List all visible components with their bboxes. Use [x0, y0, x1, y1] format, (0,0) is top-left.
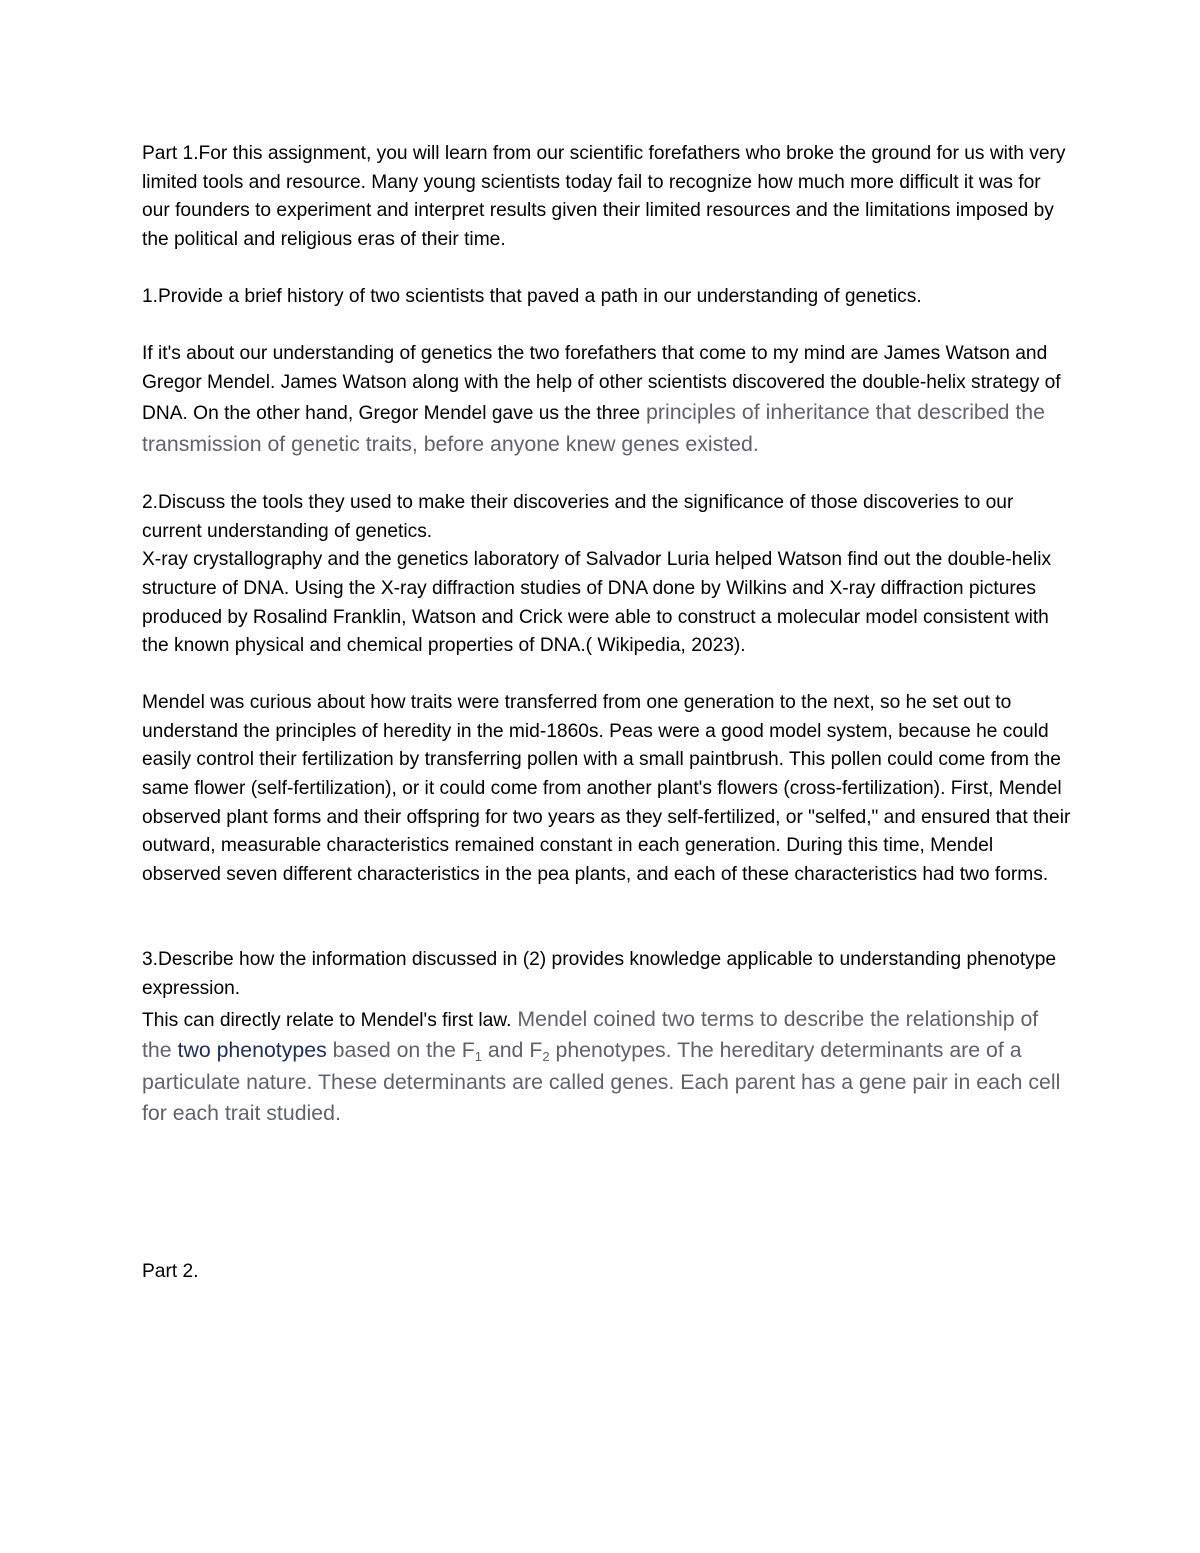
- answer-1: [142, 340, 1072, 460]
- question-2: 2.Discuss the tools they used to make their discoveries and the significance of those discoveries to our current understanding of genetics.: [142, 492, 1014, 542]
- answer-3: [142, 1004, 1072, 1130]
- answer-1-text: If it's about our understanding of genetics the two forefathers that come to my mind are James Watson and Gregor Mendel. James Watson along with the help of other scientists discovered the double-helix strategy of DNA. On the other hand, Gregor Mendel gave us the three: [142, 343, 1061, 425]
- answer-2-mendel: Mendel was curious about how traits were transferred from one generation to the next, so he set out to understand the principles of heredity in the mid-1860s. Peas were a good model system, because he could easily control their fertilization by transferring pollen with a small paintbrush. This pollen could come from the same flower (self-fertilization), or it could come from another plant's flowers (cross-fertilization). First, Mendel observed plant forms and their offspring for two years as they self-fertilized, or "selfed," and ensured that their outward, measurable characteristics remained constant in each generation. During this time, Mendel observed seven different characteristics in the pea plants, and each of these characteristics had two forms.: [142, 692, 1071, 885]
- answer-3-quoted-text-1: Mendel coined two terms to describe the relationship of the: [142, 1006, 1039, 1063]
- answer-3-text: This can directly relate to Mendel's first law.: [142, 1009, 512, 1031]
- answer-3-quoted-text-3: and F: [481, 1038, 543, 1063]
- question-1: 1.Provide a brief history of two scientists that paved a path in our understanding of genetics.: [142, 285, 922, 307]
- subscript-2: 2: [542, 1049, 550, 1065]
- part2-heading: Part 2.: [142, 1261, 199, 1282]
- answer-1-quoted-text: principles of inheritance that described the transmission of genetic traits, before anyone knew genes existed.: [142, 400, 1045, 456]
- subscript-1: 1: [474, 1049, 482, 1065]
- answer-3-quoted-text-2: based on the F: [326, 1038, 475, 1063]
- answer-3-link-text: two phenotypes: [177, 1038, 327, 1063]
- part1-intro: Part 1.For this assignment, you will learn from our scientific forefathers who broke the ground for us with very limited tools and resource. Many young scientists today fail to recognize how much more difficult it was for our founders to experiment and interpret results given their limited resources and the limitations imposed by the political and religious eras of their time.: [142, 143, 1066, 250]
- answer-3-quoted-text-4: phenotypes. The hereditary determinants are of a particulate nature. These determinants are called genes. Each parent has a gene pair in each cell for each trait studied.: [142, 1038, 1061, 1126]
- document-body: [142, 140, 1072, 1287]
- answer-2-watson: X-ray crystallography and the genetics laboratory of Salvador Luria helped Watson find out the double-helix structure of DNA. Using the X-ray diffraction studies of DNA done by Wilkins and X-ray diffraction pictures produced by Rosalind Franklin, Watson and Crick were able to construct a molecular model consistent with the known physical and chemical properties of DNA.( Wikipedia, 2023).: [142, 549, 1052, 657]
- question-3: 3.Describe how the information discussed in (2) provides knowledge applicable to understanding phenotype expression.: [142, 949, 1057, 1000]
